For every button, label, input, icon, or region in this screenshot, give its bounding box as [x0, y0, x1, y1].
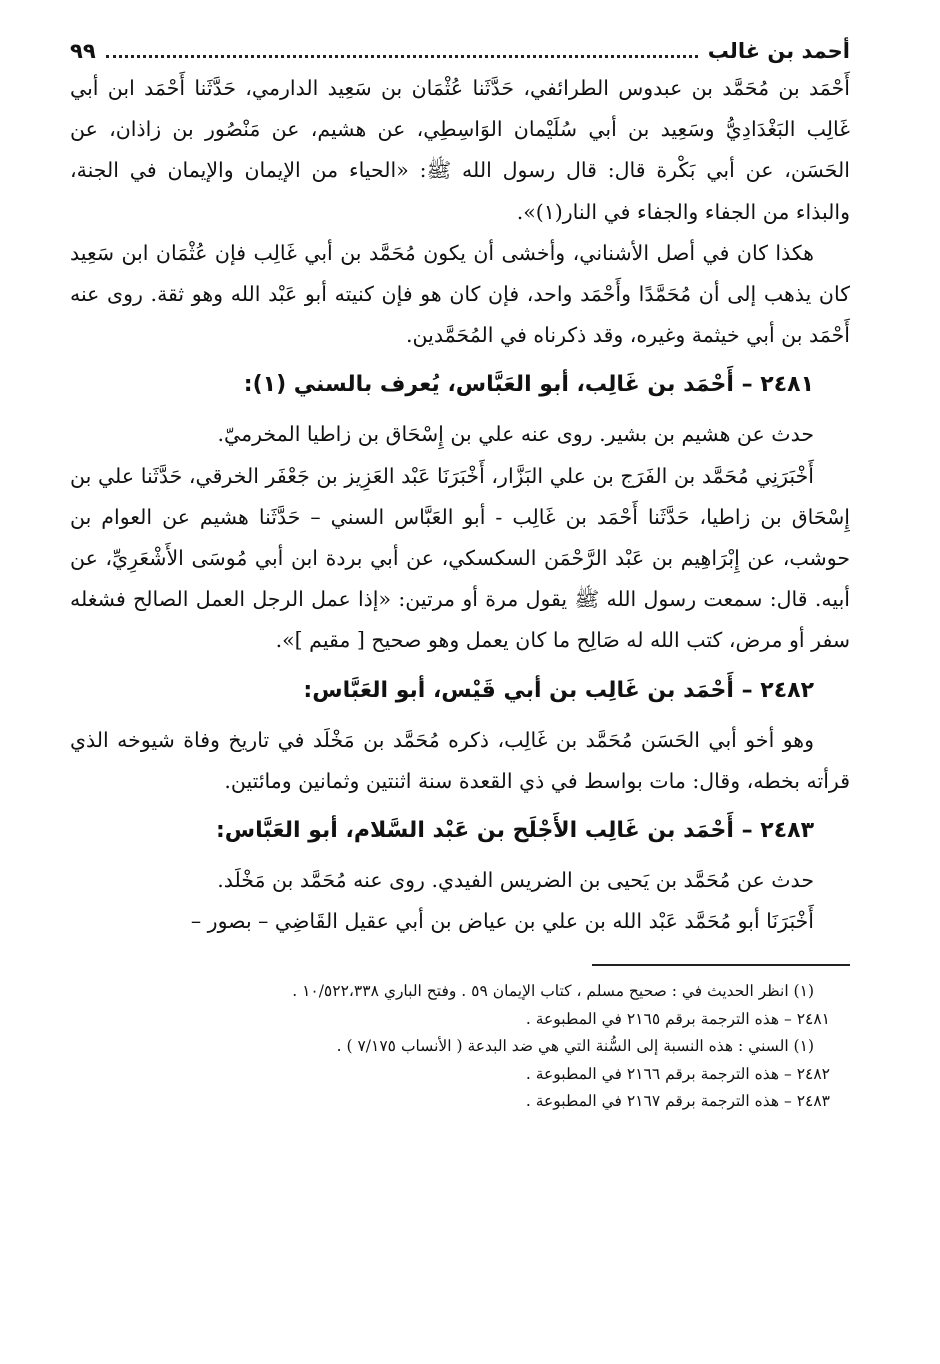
- running-title: أحمد بن غالب: [707, 39, 850, 63]
- footnote-entry-2481: ٢٤٨١ – هذه الترجمة برقم ٢١٦٥ في المطبوعة .: [525, 1009, 830, 1028]
- footnote-separator: [592, 964, 850, 966]
- running-header: [70, 36, 850, 68]
- entry-2481-narration: حدث عن هشيم بن بشير. روى عنه علي بن إِسْحَاق بن زاطيا المخرميّ.: [217, 422, 814, 447]
- footnotes: [70, 978, 850, 1116]
- leader-dots: [106, 55, 698, 58]
- entry-2483-isnad: أَخْبَرَنَا أبو مُحَمَّد عَبْد الله بن علي بن عياض بن أبي عقيل القَاضِي – بصور –: [190, 909, 814, 934]
- paragraph-commentary: هكذا كان في أصل الأشناني، وأخشى أن يكون مُحَمَّد بن أبي غَالِب فإن عُثْمَان ابن سَعِيد كان يذهب إلى أن مُحَمَّدًا وأَحْمَد واحد، فإن كان هو فإن كنيته أبو عَبْد الله وهو ثقة. روى عنه أَحْمَد بن أبي خيثمة وغيره، وقد ذكرناه في المُحَمَّدين.: [70, 240, 850, 348]
- entry-heading-2483: ٢٤٨٣ – أَحْمَد بن غَالِب الأَجْلَح بن عَبْد السَّلام، أبو العَبَّاس:: [215, 818, 814, 844]
- footnote-sunni-nisba: (١) السني : هذه النسبة إلى السُّنة التي هي ضد البدعة ( الأنساب ٧/١٧٥ ) .: [336, 1037, 814, 1056]
- page-number: ٩٩: [70, 39, 96, 63]
- entry-heading-2482: ٢٤٨٢ – أَحْمَد بن غَالِب بن أبي قَيْس، أبو العَبَّاس:: [303, 677, 814, 703]
- entry-2481-isnad: أَخْبَرَنِي مُحَمَّد بن الفَرَج بن علي البَزَّار، أَخْبَرَنَا عَبْد العَزِيز بن جَعْفَر الخرقي، حَدَّثَنا علي بن إِسْحَاق بن زاطيا، حَدَّثَنا أَحْمَد بن غَالِب - أبو العَبَّاس السني – حَدَّثَنا هشيم عن العوام بن حوشب، عن إِبْرَاهِيم بن عَبْد الرَّحْمَن السكسكي، عن أبي بردة ابن أبي مُوسَى الأَشْعَرِيِّ، عن أبيه. قال: سمعت رسول الله ﷺ يقول مرة أو مرتين: «إذا عمل الرجل العمل الصالح فشغله سفر أو مرض، كتب الله له صَالِح ما كان يعمل وهو صحيح [ مقيم ]».: [70, 463, 850, 653]
- footnote-hadith-reference: (١) انظر الحديث في : صحيح مسلم ، كتاب الإيمان ٥٩ . وفتح الباري ١٠/٥٢٢،٣٣٨ .: [292, 982, 814, 1001]
- entry-2482-text: وهو أخو أبي الحَسَن مُحَمَّد بن غَالِب، ذكره مُحَمَّد بن مَخْلَد في تاريخ وفاة شيوخه الذي قرأته بخطه، وقال: مات بواسط في ذي القعدة سنة اثنتين وثمانين ومائتين.: [70, 727, 850, 793]
- entry-heading-2481: ٢٤٨١ – أَحْمَد بن غَالِب، أبو العَبَّاس، يُعرف بالسني (١):: [243, 372, 814, 398]
- footnote-entry-2482: ٢٤٨٢ – هذه الترجمة برقم ٢١٦٦ في المطبوعة .: [525, 1064, 830, 1083]
- entry-2483-narration: حدث عن مُحَمَّد بن يَحيى بن الضريس الفيدي. روى عنه مُحَمَّد بن مَخْلَد.: [217, 868, 814, 893]
- book-page: [70, 36, 850, 1116]
- paragraph-hadith: أَحْمَد بن مُحَمَّد بن عبدوس الطرائفي، حَدَّثَنا عُثْمَان بن سَعِيد الدارمي، حَدَّثَنا أَحْمَد ابن أبي غَالِب البَغْدَادِيُّ وسَعِيد بن أبي سُلَيْمان الوَاسِطِي، عن هشيم، عن مَنْصُور بن زاذان، عن الحَسَن، عن أبي بَكْرة قال: قال رسول الله ﷺ: «الحياء من الإيمان والإيمان في الجنة، والبذاء من الجفاء والجفاء في النار(١)».: [70, 76, 850, 224]
- footnote-entry-2483: ٢٤٨٣ – هذه الترجمة برقم ٢١٦٧ في المطبوعة .: [525, 1092, 830, 1111]
